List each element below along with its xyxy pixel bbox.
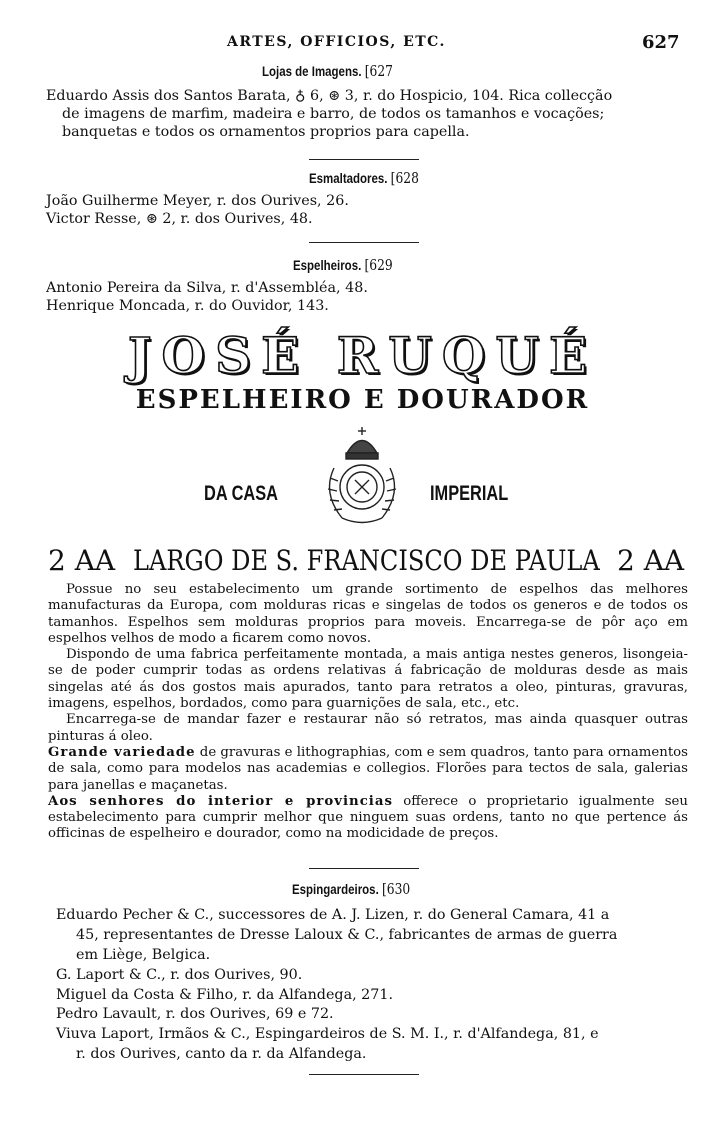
entry-line: r. dos Ourives, canto da r. da Alfandega. — [76, 1046, 367, 1062]
entry-line: Eduardo Assis dos Santos Barata, ♁ 6, ⊛ 3, r. do Hospicio, 104. Rica collecção — [46, 88, 613, 104]
advert-paragraph — [48, 794, 688, 843]
divider-rule — [309, 159, 419, 160]
entry-line: banquetas e todos os ornamentos proprios para capella. — [62, 124, 470, 140]
entry-line: Victor Resse, ⊛ 2, r. dos Ourives, 48. — [46, 211, 313, 227]
section-heading-espelheiros — [293, 256, 393, 274]
section-heading-esmaltadores — [309, 169, 419, 187]
advert-lead: Grande variedade — [48, 744, 196, 760]
heading-text: Espingardeiros. — [292, 881, 379, 897]
heading-text: Lojas de Imagens. — [262, 63, 362, 79]
heading-text: Esmaltadores. — [309, 170, 388, 186]
entry-line: Viuva Laport, Irmãos & C., Espingardeiros de S. M. I., r. d'Alfandega, 81, e — [56, 1026, 599, 1042]
advert-body — [48, 582, 688, 843]
advert-paragraph: Encarrega-se de mandar fazer e restaurar não só retratos, mas ainda quasquer outras pinturas á oleo. — [48, 712, 688, 744]
advert-paragraph: Possue no seu estabelecimento um grande sortimento de espelhos das melhores manufacturas da Europa, com molduras ricas e singelas de todos os generos e de todos os tamanhos. Espelhos sem molduras proprios para moveis. Encarrega-se de pôr aço em espelhos velhos de modo a ficarem como novos. — [48, 582, 688, 646]
entry-line: Pedro Lavault, r. dos Ourives, 69 e 72. — [56, 1006, 334, 1022]
divider-rule — [309, 242, 419, 243]
entry-line: Eduardo Pecher & C., successores de A. J. Lizen, r. do General Camara, 41 a — [56, 907, 610, 923]
running-header — [0, 34, 725, 56]
entry-line: em Liège, Belgica. — [76, 947, 211, 963]
section-number: [629 — [364, 256, 393, 274]
section-number: [627 — [364, 62, 393, 80]
advert-imperial: IMPERIAL — [430, 482, 509, 505]
running-title: ARTES, OFFICIOS, ETC. — [227, 34, 446, 50]
section-heading-espingardeiros — [292, 880, 410, 898]
page-number: 627 — [642, 32, 680, 53]
address-right: 2 AA — [617, 544, 685, 577]
address-main: LARGO DE S. FRANCISCO DE PAULA — [133, 544, 600, 577]
entry-line: G. Laport & C., r. dos Ourives, 90. — [56, 967, 303, 983]
entry-line: de imagens de marfim, madeira e barro, de todos os tamanhos e vocações; — [62, 106, 605, 122]
divider-rule — [309, 1074, 419, 1075]
advert-paragraph — [48, 745, 688, 794]
advert-text: de gravuras e lithographias, com e sem quadros, tanto para ornamentos de sala, como para modelos nas academias e collegios. Florões para tectos de sala, galerias para janellas e maçanetas. — [48, 744, 689, 793]
entry-line: Henrique Moncada, r. do Ouvidor, 143. — [46, 298, 329, 314]
section-number: [630 — [381, 880, 411, 898]
advert-paragraph: Dispondo de uma fabrica perfeitamente montada, a mais antiga nestes generos, lisongeia-se de poder cumprir todas as ordens relativas á fabricação de molduras desde as mais singelas até ás dos gostos mais apurados, tanto para retratos a oleo, pinturas, gravuras, imagens, espelhos, bordados, como para guarnições de sala, etc., etc. — [48, 647, 688, 712]
advert-da-casa: DA CASA — [204, 482, 279, 505]
entry-line: 45, representantes de Dresse Laloux & C., fabricantes de armas de guerra — [76, 927, 618, 943]
address-left: 2 AA — [48, 544, 116, 577]
advert-lead: Aos senhores do interior e provincias — [48, 793, 393, 809]
heading-text: Espelheiros. — [293, 257, 362, 273]
advert-name: JOSÉ RUQUÉ — [127, 326, 598, 385]
imperial-coat-of-arms-icon — [312, 423, 412, 533]
divider-rule — [309, 868, 419, 869]
section-heading-imagens — [262, 62, 393, 80]
entry-line: Antonio Pereira da Silva, r. d'Assembléa, 48. — [46, 280, 368, 296]
entry-line: Miguel da Costa & Filho, r. da Alfandega, 271. — [56, 987, 394, 1003]
entry-line: João Guilherme Meyer, r. dos Ourives, 26. — [46, 193, 349, 209]
section-number: [628 — [390, 169, 419, 187]
advert-text: offerece o proprietario igualmente seu estabelecimento para cumprir melhor que ninguem suas ordens, tanto no que pertence ás officinas de espelheiro e dourador, como na modicidade de preços. — [48, 793, 688, 842]
advert-subtitle: ESPELHEIRO E DOURADOR — [135, 385, 590, 415]
